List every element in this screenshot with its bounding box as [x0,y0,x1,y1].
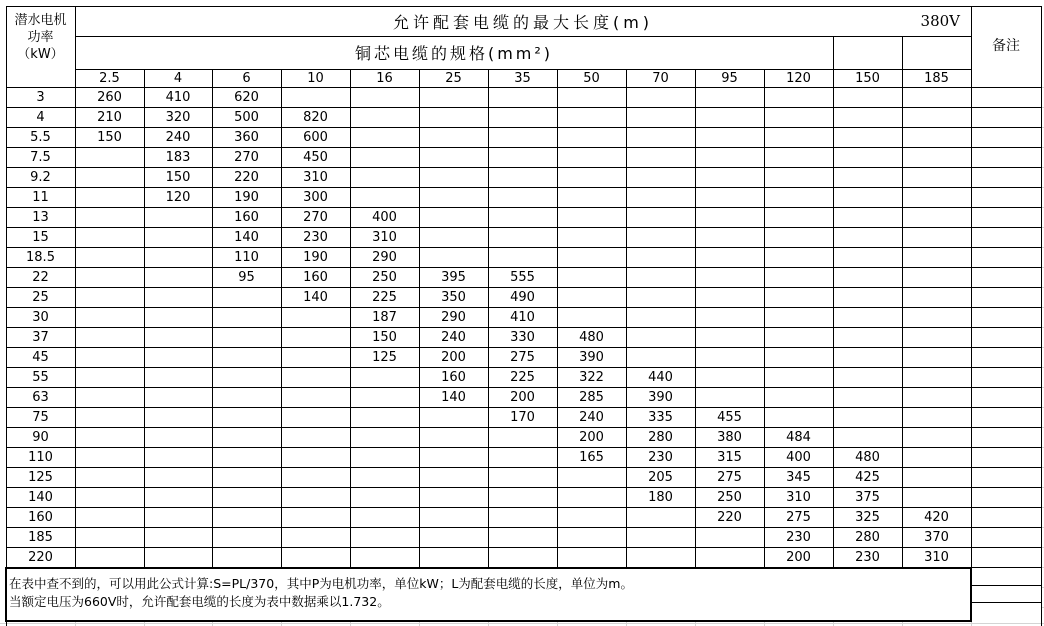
length-cell: 310 [924,549,949,565]
length-cell: 400 [372,209,397,225]
grid-line [6,407,1042,408]
length-cell: 310 [303,169,328,185]
length-cell: 440 [648,369,673,385]
length-cell: 380 [717,429,742,445]
length-cell: 140 [234,229,259,245]
grid-line [6,367,1042,368]
length-cell: 322 [579,369,604,385]
grid-line [6,187,1042,188]
motor-power-cell: 25 [32,289,49,305]
cable-size-header: 185 [924,70,949,86]
grid-line [6,107,1042,108]
grid-line [6,207,1042,208]
motor-power-cell: 15 [32,229,49,245]
sheet-gridline [557,622,558,626]
motor-power-cell: 45 [32,349,49,365]
length-cell: 270 [234,149,259,165]
length-cell: 390 [579,349,604,365]
grid-line [350,69,351,567]
length-cell: 230 [786,529,811,545]
length-cell: 187 [372,309,397,325]
length-cell: 425 [855,469,880,485]
sheet-gridline [626,622,627,626]
length-cell: 390 [648,389,673,405]
motor-power-cell: 160 [28,509,53,525]
length-cell: 280 [648,429,673,445]
length-cell: 345 [786,469,811,485]
spec-title: 铜芯电缆的规格(mm²) [354,44,554,63]
length-cell: 450 [303,149,328,165]
grid-line [6,287,1042,288]
grid-line [6,347,1042,348]
grid-line [6,527,1042,528]
motor-power-cell: 11 [32,189,49,205]
grid-line [6,447,1042,448]
sheet-gridline [488,622,489,626]
length-cell: 325 [855,509,880,525]
length-cell: 395 [441,269,466,285]
grid-line [971,602,1041,603]
grid-line [6,227,1042,228]
length-cell: 480 [579,329,604,345]
length-cell: 150 [97,129,122,145]
motor-power-cell: 55 [32,369,49,385]
cable-size-header: 25 [445,70,462,86]
sheet-gridline [0,623,1044,624]
length-cell: 230 [303,229,328,245]
length-cell: 330 [510,329,535,345]
length-cell: 140 [303,289,328,305]
cable-size-header: 4 [173,70,183,86]
length-cell: 410 [165,89,191,105]
length-cell: 555 [510,269,535,285]
grid-line [6,307,1042,308]
grid-line [626,69,627,567]
length-cell: 310 [372,229,397,245]
sheet-gridline [764,622,765,626]
motor-power-cell: 7.5 [30,149,51,165]
length-cell: 250 [717,489,742,505]
motor-power-cell: 110 [28,449,53,465]
grid-line [557,69,558,567]
length-cell: 310 [786,489,811,505]
cable-size-header: 6 [242,70,251,86]
cable-size-header: 50 [583,70,600,86]
voltage-label: 380V [920,12,960,30]
length-cell: 220 [717,509,742,525]
motor-power-header-line: 功率 [27,30,54,45]
length-cell: 400 [786,449,811,465]
length-cell: 200 [441,349,466,365]
length-cell: 375 [855,489,880,505]
motor-power-cell: 63 [32,389,49,405]
grid-line [6,567,7,626]
length-cell: 490 [510,289,535,305]
grid-line [419,69,420,567]
length-cell: 240 [579,409,604,425]
length-cell: 160 [441,369,466,385]
cable-size-header: 150 [855,70,880,86]
motor-power-cell: 4 [36,109,45,125]
sheet-gridline [212,622,213,626]
length-cell: 620 [234,89,259,105]
grid-line [6,267,1042,268]
length-cell: 183 [165,149,191,165]
sheet-gridline [281,622,282,626]
length-cell: 315 [717,449,742,465]
length-cell: 95 [238,269,255,285]
length-cell: 410 [510,309,535,325]
length-cell: 260 [97,89,122,105]
length-cell: 285 [579,389,604,405]
grid-line [833,36,834,69]
cable-size-header: 35 [514,70,531,86]
motor-power-cell: 125 [28,469,53,485]
length-cell: 220 [234,169,259,185]
length-cell: 455 [717,409,742,425]
sheet-gridline [902,622,903,626]
grid-line [971,585,1041,586]
length-cell: 200 [786,549,811,565]
length-cell: 420 [924,509,949,525]
length-cell: 160 [234,209,259,225]
motor-power-cell: 75 [32,409,49,425]
motor-power-cell: 22 [32,269,49,285]
length-cell: 190 [234,189,259,205]
grid-line [6,507,1042,508]
length-cell: 225 [510,369,535,385]
cable-size-header: 16 [376,70,393,86]
length-cell: 290 [441,309,466,325]
length-cell: 160 [303,269,328,285]
grid-line [6,387,1042,388]
grid-line [6,147,1042,148]
cable-size-header: 2.5 [99,70,120,86]
cable-size-header: 70 [652,70,669,86]
grid-line [6,247,1042,248]
sheet-gridline [419,622,420,626]
length-cell: 120 [165,189,191,205]
sheet-gridline [833,622,834,626]
sheet-gridline [695,622,696,626]
note-line: 在表中查不到的，可以用此公式计算:S=PL/370，其中P为电机功率，单位kW；L为配套电缆的长度，单位为m。 [9,575,633,591]
sheet-gridline [350,622,351,626]
sheet-gridline [971,622,972,626]
sheet-gridline [75,622,76,626]
remark-header: 备注 [992,38,1020,54]
length-cell: 200 [579,429,604,445]
length-cell: 230 [648,449,673,465]
length-cell: 360 [234,129,259,145]
motor-power-cell: 5.5 [30,129,51,145]
length-cell: 240 [165,129,191,145]
motor-power-cell: 30 [32,309,49,325]
grid-line [75,36,971,37]
grid-line [6,487,1042,488]
grid-line [6,127,1042,128]
grid-line [144,69,145,567]
length-cell: 820 [303,109,328,125]
length-cell: 165 [579,449,604,465]
length-cell: 275 [510,349,535,365]
length-cell: 350 [441,289,466,305]
length-cell: 600 [303,129,328,145]
length-cell: 280 [855,529,880,545]
grid-line [695,69,696,567]
length-cell: 480 [855,449,880,465]
length-cell: 225 [372,289,397,305]
length-cell: 190 [303,249,328,265]
grid-line [764,69,765,567]
note-line: 当额定电压为660V时，允许配套电缆的长度为表中数据乘以1.732。 [9,593,390,609]
length-cell: 370 [924,529,949,545]
length-cell: 230 [855,549,880,565]
motor-power-header-line: 潜水电机 [14,13,67,28]
length-cell: 320 [165,109,191,125]
length-cell: 484 [786,429,811,445]
length-cell: 275 [786,509,811,525]
grid-line [6,87,1042,88]
grid-line [833,69,834,567]
motor-power-cell: 9.2 [30,169,51,185]
motor-power-header-line: （kW） [17,47,64,62]
grid-line [902,36,903,69]
motor-power-header [6,6,75,69]
cable-size-header: 95 [721,70,738,86]
grid-line [6,327,1042,328]
grid-line [75,69,971,70]
table-title: 允许配套电缆的最大长度(m) [392,12,654,32]
motor-power-cell: 220 [28,549,53,565]
sheet-gridline [144,622,145,626]
motor-power-cell: 13 [32,209,49,225]
length-cell: 140 [441,389,466,405]
motor-power-cell: 18.5 [26,249,55,265]
grid-line [488,69,489,567]
grid-line [212,69,213,567]
length-cell: 275 [717,469,742,485]
motor-power-cell: 140 [28,489,53,505]
length-cell: 125 [372,349,397,365]
length-cell: 210 [97,109,122,125]
length-cell: 290 [372,249,397,265]
length-cell: 180 [648,489,673,505]
length-cell: 250 [372,269,397,285]
length-cell: 270 [303,209,328,225]
motor-power-cell: 3 [36,89,45,105]
grid-line [6,547,1042,548]
cable-size-header: 120 [786,70,811,86]
length-cell: 150 [165,169,191,185]
length-cell: 240 [441,329,466,345]
length-cell: 500 [234,109,259,125]
length-cell: 300 [303,189,328,205]
length-cell: 170 [510,409,535,425]
motor-power-cell: 90 [32,429,49,445]
motor-power-cell: 185 [28,529,53,545]
grid-line [6,167,1042,168]
grid-line [6,6,1042,7]
motor-power-cell: 37 [32,329,49,345]
length-cell: 205 [648,469,673,485]
length-cell: 335 [648,409,673,425]
length-cell: 150 [372,329,397,345]
length-cell: 110 [234,249,259,265]
grid-line [1041,6,1042,626]
grid-line [6,427,1042,428]
grid-line [6,467,1042,468]
cable-size-header: 10 [307,70,324,86]
grid-line [281,69,282,567]
grid-line [902,69,903,567]
length-cell: 200 [510,389,535,405]
